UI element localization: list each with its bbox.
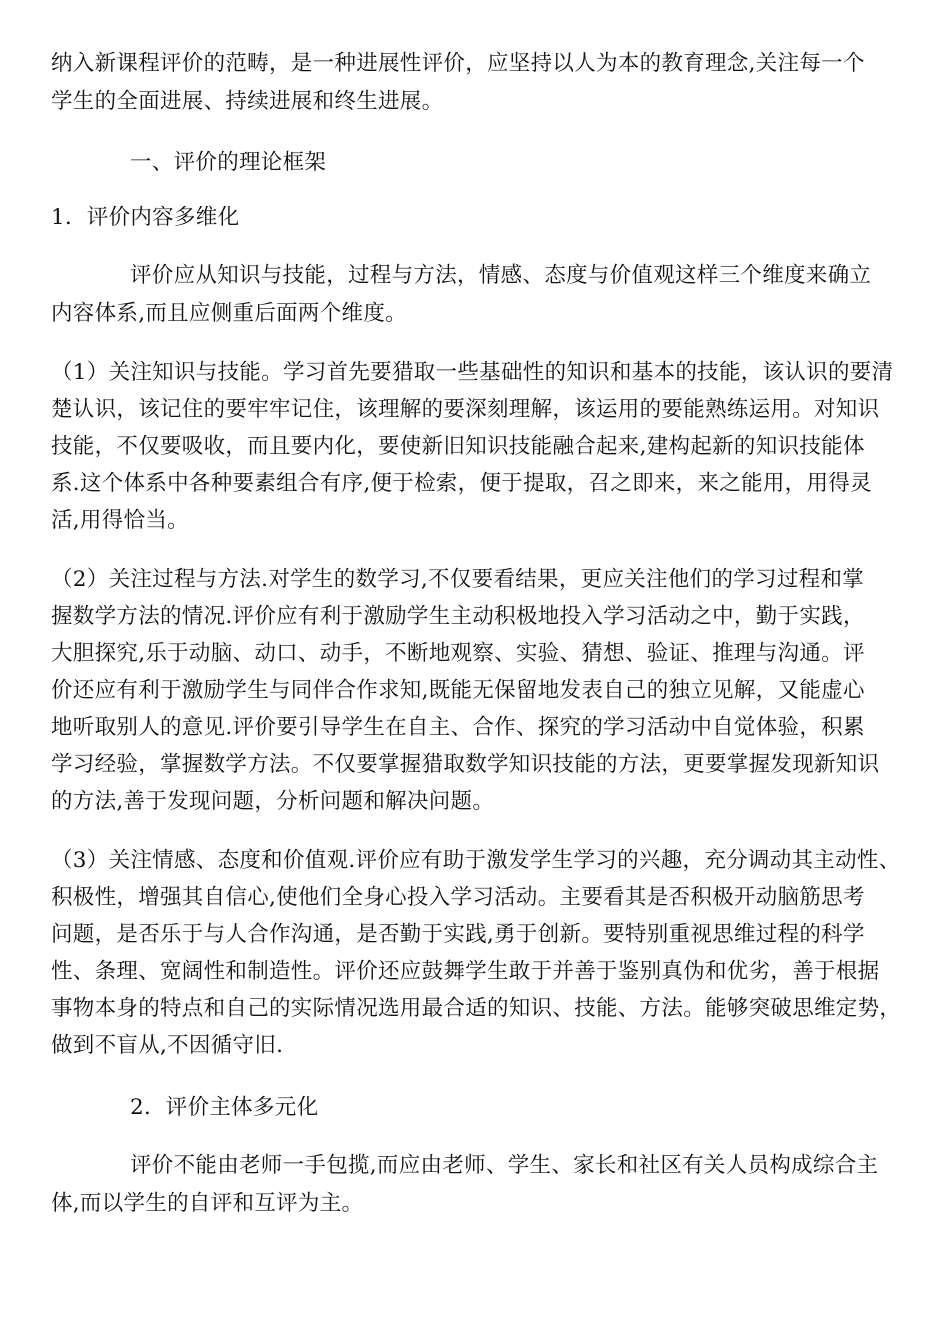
paragraph-line: 内容体系,而且应侧重后面两个维度。 (51, 301, 407, 326)
paragraph-line: （2）关注过程与方法.对学生的数学习,不仅要看结果，更应关注他们的学习过程和掌 (51, 567, 865, 592)
subsection-heading: 2．评价主体多元化 (130, 1095, 319, 1120)
paragraph-line: 学习经验，掌握数学方法。不仅要掌握猎取数学知识技能的方法，更要掌握发现新知识 (51, 752, 880, 777)
paragraph-line: 学生的全面进展、持续进展和终生进展。 (51, 89, 444, 114)
paragraph-line: 做到不盲从,不因循守旧. (51, 1033, 284, 1058)
paragraph-line: 事物本身的特点和自己的实际情况选用最合适的知识、技能、方法。能够突破思维定势， (51, 996, 902, 1021)
paragraph-line: 评价不能由老师一手包揽,而应由老师、学生、家长和社区有关人员构成综合主 (130, 1153, 879, 1178)
paragraph-line: 楚认识，该记住的要牢牢记住，该理解的要深刻理解，该运用的要能熟练运用。对知识 (51, 397, 880, 422)
paragraph-line: 活,用得恰当。 (51, 508, 189, 533)
paragraph-line: 性、条理、宽阔性和制造性。评价还应鼓舞学生敢于并善于鉴别真伪和优劣，善于根据 (51, 959, 880, 984)
paragraph-line: 系.这个体系中各种要素组合有序,便于检索，便于提取，召之即来，来之能用，用得灵 (51, 471, 872, 496)
paragraph-line: 积极性，增强其自信心,使他们全身心投入学习活动。主要看其是否积极开动脑筋思考 (51, 885, 865, 910)
paragraph-line: 问题，是否乐于与人合作沟通，是否勤于实践,勇于创新。要特别重视思维过程的科学 (51, 922, 865, 947)
paragraph-line: 评价应从知识与技能，过程与方法，情感、态度与价值观这样三个维度来确立 (130, 263, 872, 288)
paragraph-line: 的方法,善于发现问题，分析问题和解决问题。 (51, 789, 495, 814)
paragraph-line: （1）关注知识与技能。学习首先要猎取一些基础性的知识和基本的技能，该认识的要清 (51, 360, 894, 385)
paragraph-line: 地听取别人的意见.评价要引导学生在自主、合作、探究的学习活动中自觉体验，积累 (51, 715, 865, 740)
paragraph-line: 握数学方法的情况.评价应有利于激励学生主动积极地投入学习活动之中，勤于实践， (51, 604, 865, 629)
paragraph-line: （3）关注情感、态度和价值观.评价应有助于激发学生学习的兴趣，充分调动其主动性、 (51, 848, 901, 873)
section-heading: 一、评价的理论框架 (130, 150, 327, 175)
paragraph-line: 价还应有利于激励学生与同伴合作求知,既能无保留地发表自己的独立见解，又能虚心 (51, 678, 865, 703)
paragraph-line: 大胆探究,乐于动脑、动口、动手，不断地观察、实验、猜想、验证、推理与沟通。评 (51, 641, 865, 666)
paragraph-line: 技能，不仅要吸收，而且要内化，要使新旧知识技能融合起来,建构起新的知识技能体 (51, 434, 865, 459)
paragraph-line: 纳入新课程评价的范畴，是一种进展性评价，应坚持以人为本的教育理念,关注每一个 (51, 51, 865, 76)
paragraph-line: 体,而以学生的自评和互评为主。 (51, 1191, 364, 1216)
subsection-heading: 1．评价内容多维化 (51, 205, 240, 230)
